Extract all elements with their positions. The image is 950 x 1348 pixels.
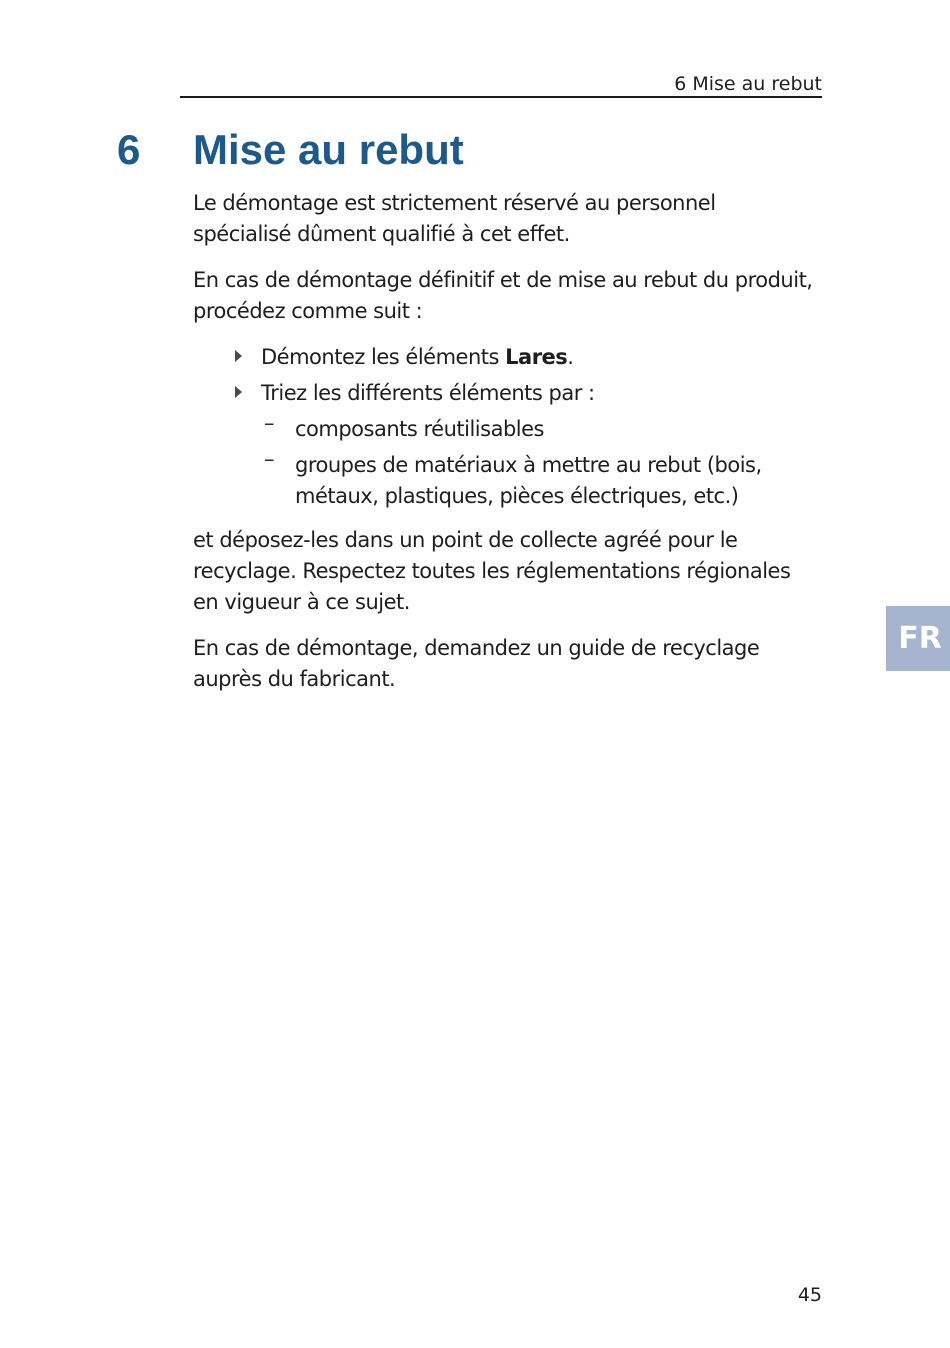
triangle-bullet-icon bbox=[235, 350, 242, 362]
step-text: Démontez les éléments bbox=[261, 345, 506, 369]
running-header: 6 Mise au rebut bbox=[180, 72, 822, 98]
triangle-bullet-icon bbox=[235, 386, 242, 398]
paragraph-collection: et déposez-les dans un point de collecte agréé pour le recyclage. Respectez toutes les réglementations régionales en vigueur à ce sujet. bbox=[193, 528, 791, 614]
sub-item bbox=[264, 447, 818, 512]
step-list bbox=[193, 342, 818, 512]
chapter-body bbox=[193, 188, 818, 710]
chapter-title: Mise au rebut bbox=[193, 126, 464, 173]
sub-item-text: groupes de matériaux à mettre au rebut (bois, métaux, plastiques, pièces électriques, etc.) bbox=[295, 453, 762, 508]
paragraph-guide: En cas de démontage, demandez un guide de recyclage auprès du fabricant. bbox=[193, 636, 760, 691]
sub-item bbox=[264, 411, 818, 445]
paragraph-procedure: En cas de démontage définitif et de mise au rebut du produit, procédez comme suit : bbox=[193, 268, 813, 323]
sub-item-text: composants réutilisables bbox=[295, 417, 544, 441]
product-name: Lares bbox=[505, 345, 568, 369]
page-number: 45 bbox=[797, 1284, 822, 1306]
paragraph-intro: Le démontage est strictement réservé au personnel spécialisé dûment qualifié à cet effet. bbox=[193, 191, 716, 246]
dash-bullet-icon: – bbox=[264, 447, 274, 471]
step-item bbox=[261, 378, 818, 512]
dash-bullet-icon: – bbox=[264, 411, 274, 435]
step-end: . bbox=[567, 345, 574, 369]
chapter-number: 6 bbox=[117, 126, 141, 173]
step-item bbox=[261, 342, 818, 373]
step-text: Triez les différents éléments par : bbox=[261, 381, 595, 405]
language-tab: FR bbox=[886, 606, 950, 671]
sub-list bbox=[261, 411, 818, 512]
